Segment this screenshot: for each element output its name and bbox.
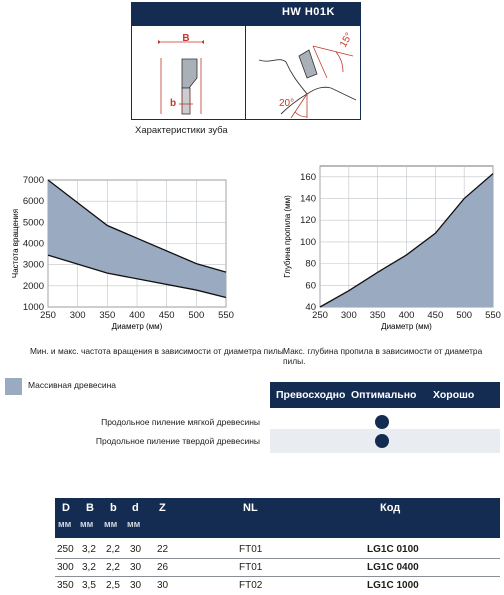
y-tick-label: 1000 (22, 302, 44, 313)
y-tick-label: 120 (300, 215, 316, 227)
x-tick-label: 250 (312, 310, 328, 321)
spec-col-z: Z (159, 502, 166, 514)
cell-d-lower: 30 (130, 544, 142, 555)
x-tick-label: 350 (99, 310, 116, 321)
rpm-x-ticks (40, 310, 234, 321)
cell-b-lower: 2,2 (106, 544, 120, 555)
depth-y-label: Глубина пропила (мм) (283, 195, 292, 278)
quality-header (270, 382, 500, 408)
spec-table-header (55, 498, 500, 538)
cell-d: 250 (57, 544, 74, 555)
table-row (55, 559, 500, 577)
cell-code: LG1C 1000 (367, 580, 419, 591)
angle-label-bottom: 20° (279, 98, 295, 109)
quality-row-hardwood (95, 429, 500, 453)
x-tick-label: 550 (218, 310, 234, 321)
spec-col-d-lower: d (132, 502, 139, 514)
cell-z: 22 (157, 544, 169, 555)
x-tick-label: 550 (485, 310, 501, 321)
tooth-title: HW H01K (281, 6, 335, 18)
tooth-profile-drawing (158, 40, 204, 114)
x-tick-label: 500 (188, 310, 205, 321)
y-tick-label: 40 (305, 302, 316, 313)
spec-unit: мм (80, 519, 94, 529)
tooth-header (131, 2, 361, 26)
spec-col-d: D (62, 502, 70, 514)
depth-chart-caption: Макс. глубина пропила в зависимости от диаметра пилы. (283, 346, 483, 366)
cell-code: LG1C 0100 (367, 544, 419, 555)
rpm-y-ticks (23, 175, 44, 313)
spec-unit: мм (104, 519, 118, 529)
y-tick-label: 140 (300, 193, 316, 205)
rating-dot (375, 434, 389, 448)
spec-col-code: Код (380, 502, 401, 514)
cell-d-lower: 30 (130, 580, 142, 591)
cell-b-upper: 3,5 (82, 580, 96, 591)
cell-d: 350 (57, 580, 74, 591)
cell-nl: FT02 (239, 580, 263, 591)
rpm-x-label: Диаметр (мм) (111, 322, 163, 331)
table-row (55, 577, 500, 595)
quality-header-good: Хорошо (433, 389, 475, 401)
y-tick-label: 5000 (22, 217, 44, 229)
dim-label-b-upper: B (182, 33, 190, 44)
table-row (55, 541, 500, 559)
y-tick-label: 4000 (22, 238, 44, 250)
depth-x-ticks (312, 310, 501, 321)
x-tick-label: 250 (40, 310, 56, 321)
x-tick-label: 350 (369, 310, 386, 321)
cell-code: LG1C 0400 (367, 562, 419, 573)
x-tick-label: 450 (158, 310, 175, 321)
depth-x-label: Диаметр (мм) (381, 322, 432, 331)
cell-b-lower: 2,2 (106, 562, 120, 573)
spec-col-b-upper: B (86, 502, 94, 514)
spec-col-b-lower: b (110, 502, 117, 514)
y-tick-label: 60 (305, 280, 316, 292)
x-tick-label: 300 (69, 310, 86, 321)
cell-b-lower: 2,5 (106, 580, 120, 591)
blade-side-drawing (259, 46, 356, 118)
spec-unit: мм (58, 519, 72, 529)
x-tick-label: 400 (398, 310, 415, 321)
x-tick-label: 500 (456, 310, 473, 321)
cell-b-upper: 3,2 (82, 562, 96, 573)
dim-label-b-lower: b (169, 98, 177, 109)
legend-label: Массивная древесина (28, 380, 117, 390)
rpm-chart (0, 160, 245, 335)
cell-d-lower: 30 (130, 562, 142, 573)
cell-z: 26 (157, 562, 169, 573)
tooth-caption: Характеристики зуба (135, 125, 228, 136)
y-tick-label: 2000 (22, 280, 44, 292)
rating-dot (375, 415, 389, 429)
rpm-chart-caption: Мин. и макс. частота вращения в зависимости от диаметра пилы (30, 346, 284, 356)
cell-z: 30 (157, 580, 169, 591)
y-tick-label: 6000 (22, 196, 44, 208)
quality-row-label: Продольное пиление мягкой древесины (101, 417, 260, 427)
quality-header-optimal: Оптимально (351, 389, 417, 401)
spec-unit: мм (127, 519, 141, 529)
x-tick-label: 450 (427, 310, 444, 321)
cell-nl: FT01 (239, 562, 263, 573)
cell-nl: FT01 (239, 544, 263, 555)
cell-b-upper: 3,2 (82, 544, 96, 555)
x-tick-label: 300 (340, 310, 357, 321)
x-tick-label: 400 (129, 310, 145, 321)
y-tick-label: 100 (300, 236, 316, 248)
y-tick-label: 3000 (22, 259, 44, 271)
quality-header-excellent: Превосходно (276, 389, 346, 401)
quality-row-label: Продольное пиление твердой древесины (95, 436, 260, 446)
spec-col-nl: NL (243, 502, 258, 514)
tooth-drawings (131, 26, 361, 120)
cell-d: 300 (57, 562, 74, 573)
y-tick-label: 160 (300, 171, 316, 183)
depth-chart (265, 160, 503, 335)
rpm-y-label: Частота вращения (11, 208, 20, 279)
y-tick-label: 7000 (22, 175, 44, 186)
y-tick-label: 80 (305, 258, 316, 270)
depth-y-ticks (300, 172, 316, 313)
angle-label-top: 15° (338, 30, 356, 50)
legend-swatch (5, 378, 22, 395)
